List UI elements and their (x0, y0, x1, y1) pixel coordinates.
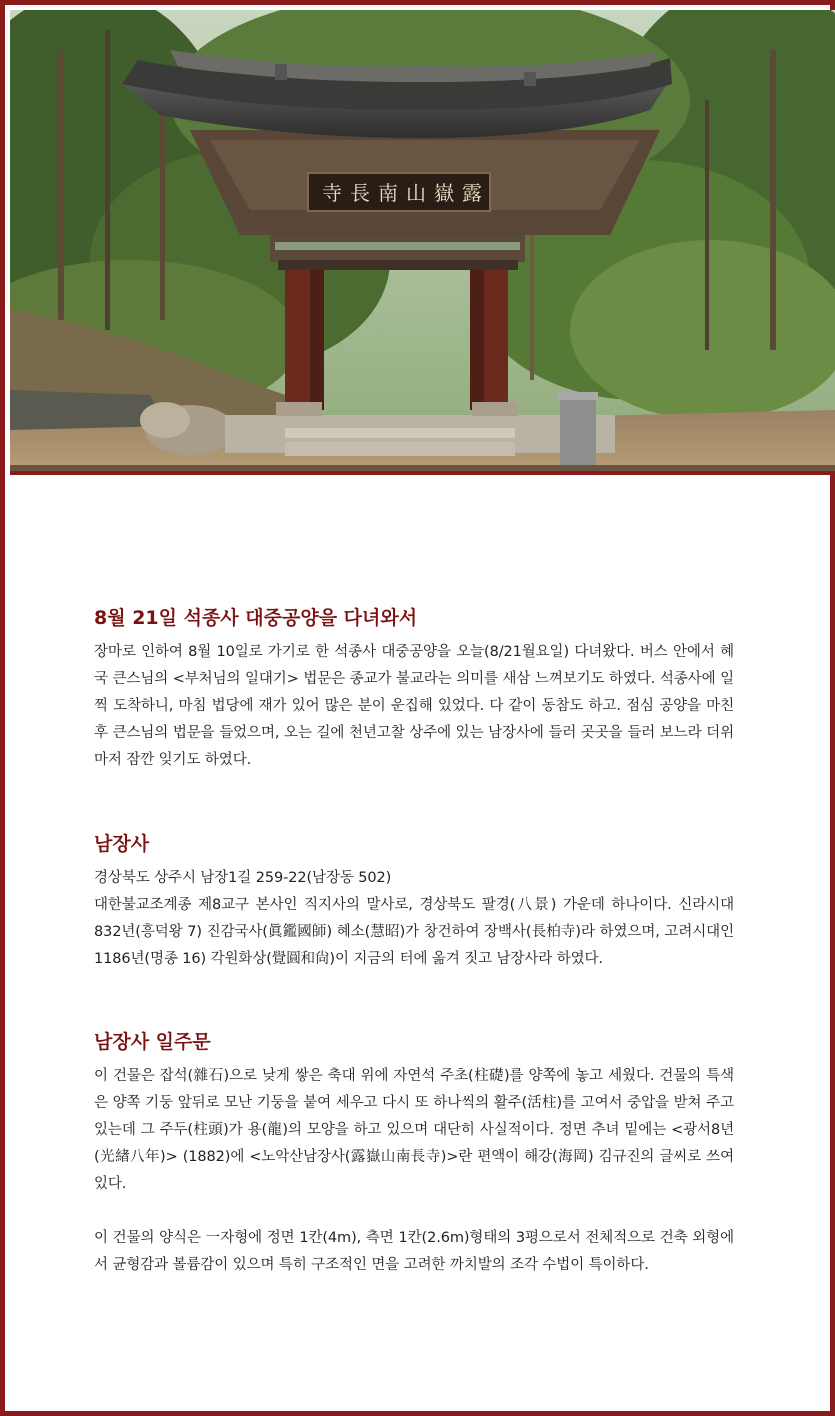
section-paragraph: 이 건물은 잡석(雜石)으로 낮게 쌓은 축대 위에 자연석 주초(柱礎)를 양쪽에 놓고 세웠다. 건물의 특색은 양쪽 기둥 앞뒤로 모난 기둥을 붙여 세우고 다시 또 하나씩의 활주(活柱)를 고여서 중압을 받쳐 주고 있는데 그 주두(柱頭)가 용(龍)의 모양을 하고 있으며 대단히 사실적이다. 정면 추녀 밑에는 <광서8년(光緖八年)> (1882)에 <노악산남장사(露嶽山南長寺)>란 편액이 해강(海岡) 김규진의 글씨로 쓰여있다. (94, 1068, 734, 1192)
photo-divider (10, 471, 835, 475)
address-line: 경상북도 상주시 남장1길 259-22(남장동 502) (94, 870, 392, 886)
section-visit (94, 605, 734, 774)
section-namjangsa (94, 831, 734, 973)
section-heading: 8월 21일 석종사 대중공양을 다녀와서 (94, 607, 418, 629)
section-paragraph: 이 건물의 양식은 一자형에 정면 1칸(4m), 측면 1칸(2.6m)형태의 3평으로서 전체적으로 건축 외형에서 균형감과 볼륨감이 있으며 특히 구조적인 면을 고려한 까치발의 조각 수법이 특이하다. (94, 1230, 734, 1273)
svg-text:寺長南山嶽露: 寺長南山嶽露 (322, 181, 490, 205)
section-paragraph: 대한불교조계종 제8교구 본사인 직지사의 말사로, 경상북도 팔경(八景) 가운데 하나이다. 신라시대 832년(흥덕왕 7) 진감국사(眞鑑國師) 혜소(慧昭)가 창건하여 장백사(長柏寺)라 하였으며, 고려시대인 1186년(명종 16) 각원화상(覺圓和尙)이 지금의 터에 옮겨 짓고 남장사라 하였다. (94, 897, 734, 967)
temple-gate-photo (10, 10, 835, 473)
section-heading: 남장사 일주문 (94, 1031, 211, 1053)
section-paragraph: 장마로 인하여 8월 10일로 가기로 한 석종사 대중공양을 오늘(8/21월요일) 다녀왔다. 버스 안에서 혜국 큰스님의 <부처님의 일대기> 법문은 종교가 불교라는 의미를 새삼 느껴보기도 하였다. 석종사에 일찍 도착하니, 마침 법당에 재가 있어 많은 분이 운집해 있었다. 다 같이 동참도 하고. 점심 공양을 마친 후 큰스님의 법문을 들었으며, 오는 길에 천년고찰 상주에 있는 남장사에 들러 곳곳을 들러 보느라 더위 마저 잠깐 잊기도 하였다. (94, 644, 734, 768)
section-iljumun (94, 1029, 734, 1279)
section-heading: 남장사 (94, 833, 150, 855)
